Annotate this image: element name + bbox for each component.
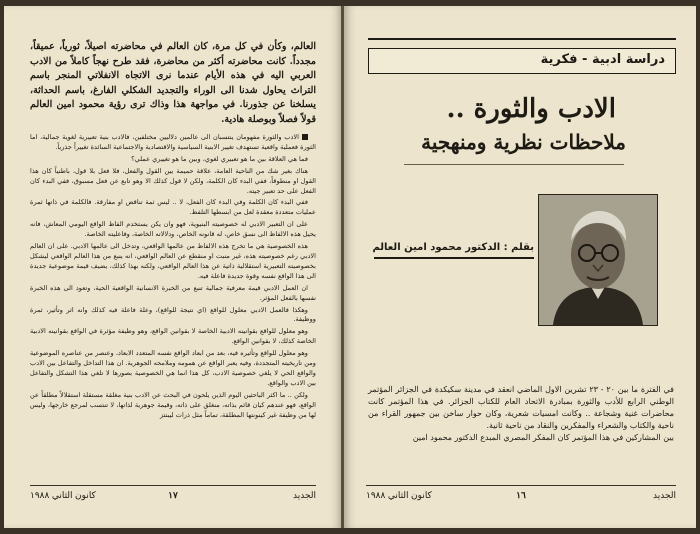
body-paragraph: وهكذا فالعمل الادبي معلول للواقع (اي نتيجة للواقع)، وعلة فاعلة فيه كذلك وانه اثر وتأثير، ثمرة ووظيفة. <box>30 305 316 324</box>
body-paragraph: ففي البدء كان الكلمة وفي البدء كان الفعل، لا .. ليس ثمة تناقض او مفارقة. فالكلمة في ذاتها ثمرة عمليات متعددة معقدة لعل من ابسطها التلفظ. <box>30 198 316 217</box>
body-paragraph: بين المشاركين في هذا المؤتمر كان المفكر المصري المبدع الدكتور محمود امين <box>412 433 674 442</box>
body-text <box>30 133 316 420</box>
body-paragraph: وهو معلول للواقع وتأثيره فيه، بعد من ابعاد الواقع نفسه المتعدد الابعاد، وعنصر من عناصره الموضوعية ومن تاريخيته المتجددة، وفيه يعبر الواقع عن همومه وملامحه الجوهرية. ان هذا التداخل والتفاعل بين الادب والواقع الحي لا يلغي خصوصية الادب، كل هذا انما هي الخصوصية بصورها لا تلغي هذا التشكل والتفاعل بين الادب والواقع. <box>30 349 316 387</box>
page-number: ١٧ <box>168 490 178 500</box>
article-subtitle: ملاحظات نظرية ومنهجية <box>421 130 626 154</box>
body-paragraph: الادب والثورة مفهومان ينتسبان الى عالمين دلاليين مختلفين، فالادب بنية تعبيرية لغوية جمالية، اما الثورة فعملية واقعية تستهدف تغيير الابنية السياسية والاقتصادية والاجتماعية السائدة تغييراً جذرياً. <box>30 133 316 151</box>
footer-date: كانون الثاني ١٩٨٨ <box>366 490 432 500</box>
author-portrait-icon <box>539 195 657 325</box>
body-paragraph: وهو معلول للواقع بقوانينه الادبية الخاصة لا بقوانين الواقع، وهو وظيفة مؤثرة في الواقع بقوانينه الادبية الخاصة كذلك، لا بقوانين الواقع. <box>30 327 316 346</box>
intro-text <box>368 384 674 444</box>
body-paragraph: ولكن .. ما اكثر الباحثين اليوم الذين يلحون في البحث عن الادب بنية مغلقة مستقلة استقلالاً مطلقاً عن الواقع، فهو عندهم كيان قائم بذاته، منغلق على ذاته، وقيمة جوهرية لذاتها، لا تنتسب لمرجع خارجها، وليس لها من وظيفة غير كينونتها المطلقة، تماماً مثل ذرات ليبنتز <box>30 390 316 419</box>
left-page-column <box>30 40 316 422</box>
byline <box>374 242 534 259</box>
body-paragraph: هذه الخصوصية هي ما تخرج هذه الالفاظ من عالمها الواقعي، وتدخل الى عالمها الادبي. على ان العالم الادبي رغم خصوصيته هذه، غير منبت او منقطع عن العالم الواقعي، انه ينبع من هذا العالم الواقعي ليشكل بخصوصيته التعبيرية استقلالية ذاتية عن هذا العالم الواقعي، ولكنه بهذا كذلك، يضيف قيمة موضوعية جديدة الى هذا الواقع نفسه وقوة جديدة فاعلة فيه. <box>30 242 316 280</box>
top-rule <box>368 38 676 40</box>
body-paragraph: على ان التعبير الادبي له خصوصيته البنيوية، فهو وان يكن يستخدم الفاظ الواقع اليومي المعاش، فانه يحيل هذه الالفاظ الى نسق خاص، له قانونه الخاص، ودلالاته الخاصة، وفاعليته الخاصة. <box>30 220 316 239</box>
body-paragraph: فما هي العلاقة بين ما هو تعبيري لغوي، وبين ما هو تغييري عملي؟ <box>131 154 308 163</box>
square-bullet-icon <box>302 134 308 140</box>
left-page-footer <box>30 490 316 506</box>
author-photo <box>538 194 658 326</box>
lead-paragraph: العالم، وكأن في كل مرة، كان العالم في محاضرته اصيلاً، ثورياً، عميقاً، مجدداً. كانت محاضرته أكثر من محاضرة، فقد طرح نهجاً كاملاً من الادب العربي اليه في هذه الأيام عندما نرى الاتجاه الانفلاتي المنجر باسم التراث يحاول شدنا الى الوراء والتجديد الشكلي الفارغ، باسم الحداثة، يسلخنا عن جذورنا. في مواجهة هذا وذاك ترى رؤية محمود امين العالم قولاً فصلاً وبوصلة هادية. <box>30 41 316 125</box>
article-title: الادب والثورة .. <box>446 94 616 124</box>
category-label: دراسة ادبية - فكرية <box>540 52 665 67</box>
footer-date: كانون الثاني ١٩٨٨ <box>30 490 96 500</box>
category-banner <box>368 48 676 74</box>
body-paragraph: هناك بغير شك من الناحية العامة، علاقة حميمة بين القول والفعل، فلا فعل بلا قول، باطنياً كان هذا القول او منطوقاً، ففي البدء كان الكلمة، ولكن لا قول كذلك الا وهو تابع عن فعل مسبوق، ففي البدء كان الفعل على حد تعبير جيته. <box>30 166 316 195</box>
footer-magazine-name: الجديد <box>652 490 676 500</box>
author-name: بقلم : الدكتور محمود امين العالم <box>372 242 534 253</box>
page-number: ١٦ <box>516 490 526 500</box>
byline-rule <box>374 257 534 259</box>
left-page <box>4 6 342 528</box>
title-rule <box>404 164 624 165</box>
right-page <box>344 6 696 528</box>
body-paragraph: في الفترة ما بين ٢٠ - ٢٣ تشرين الاول الماضي انعقد في مدينة سكيكدة في الجزائر المؤتمر الوطني الرابع للأدب والثورة بمبادرة الاتحاد العام للكتاب الجزائر. في هذا المؤتمر كانت محاضرات غنية وشجاعة .. وكانت امسيات شعرية، وكان حوار ساخن بين جمهور القراء من ناحية والكتاب والشعراء والمفكرين والنقاد من ناحية ثانية. <box>368 385 674 430</box>
body-paragraph: ان العمل الادبي قيمة معرفية جمالية تنبع من الخبرة الانسانية الواقعية الحية، وتعود الى هذه الخبرة نفسها بالفعل المؤثر. <box>30 283 316 302</box>
footer-magazine-name: الجديد <box>292 490 316 500</box>
footer-rule <box>30 485 316 486</box>
right-page-footer <box>366 490 676 506</box>
footer-rule <box>366 485 676 486</box>
magazine-spread <box>4 6 696 528</box>
